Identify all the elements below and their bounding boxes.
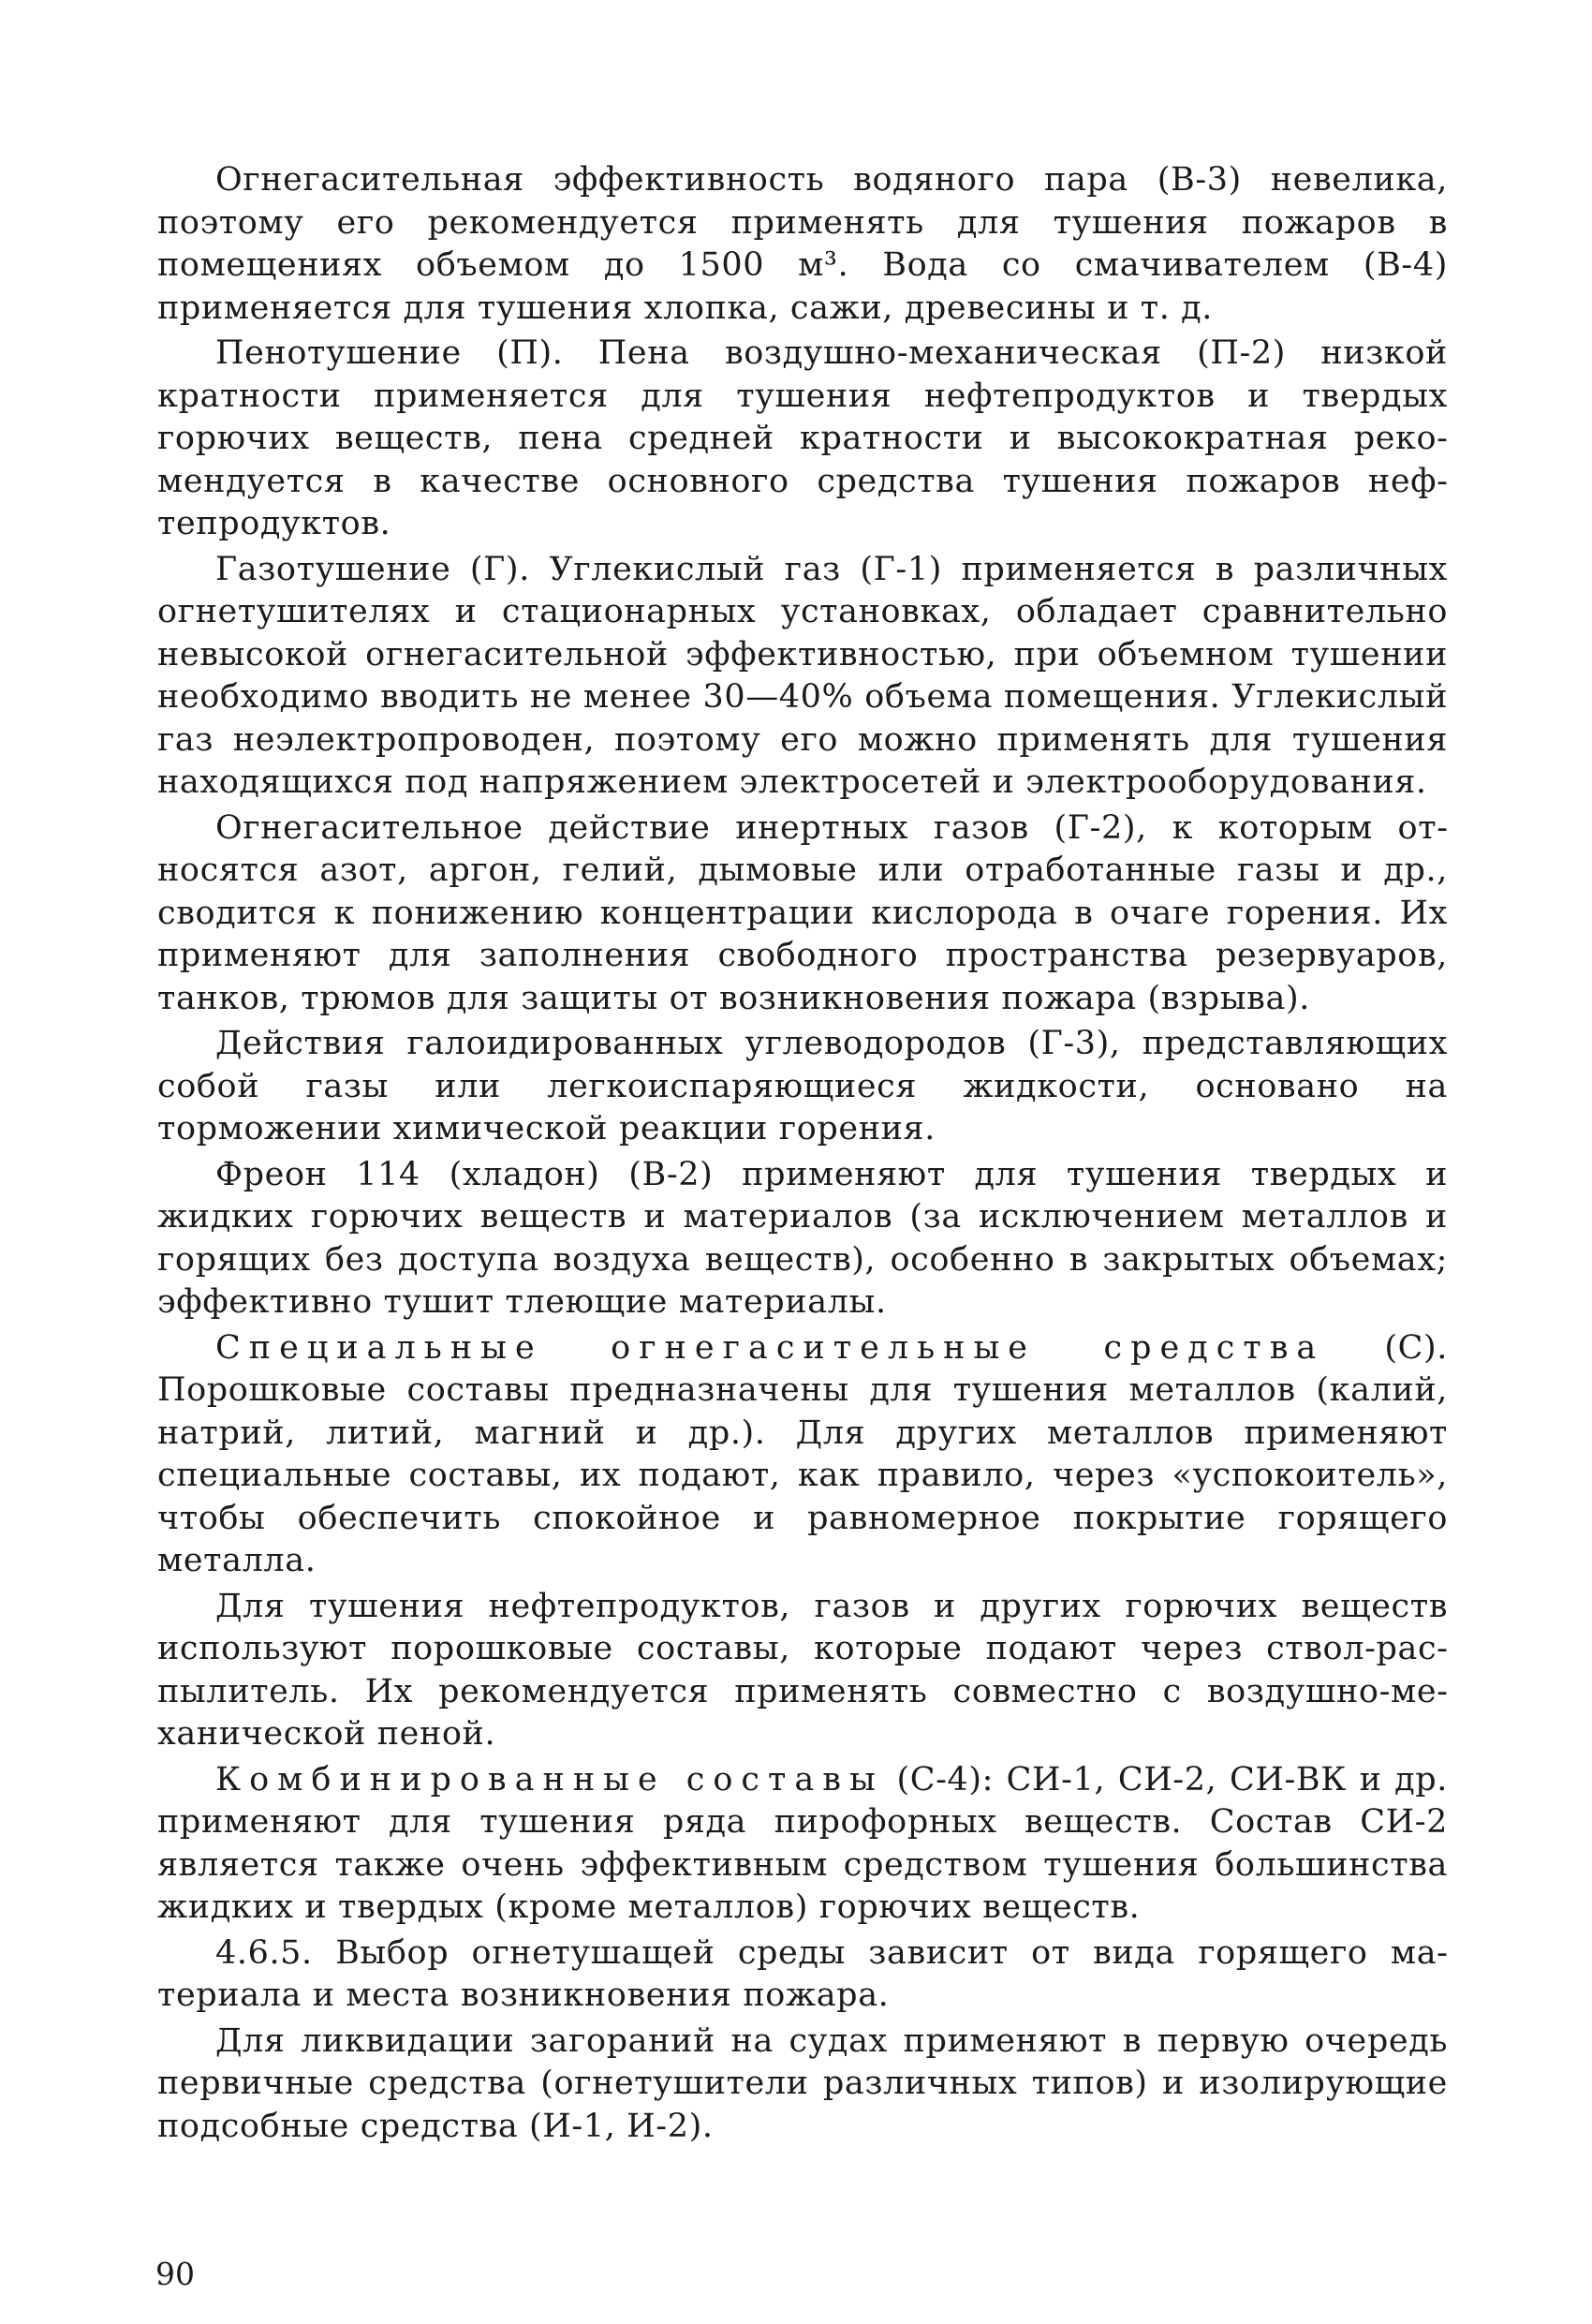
paragraph-text: Фреон 114 (хладон) (В-2) применяют для тушения твердых и жидких горючих веществ и материалов (за исключением металлов и горящих без доступа воздуха веществ), особенно в закрытых объемах; эффективно тушит тлеющие материалы. [157, 1155, 1448, 1321]
paragraph-halogenated [157, 1023, 1448, 1151]
paragraph-freon [157, 1154, 1448, 1325]
paragraph-text: (С). Порошковые составы предназначены для тушения металлов (калий, натрий, литий, магний и др.). Для других металлов применяют специальные составы, их подают, как правило, через «успокоитель», чтобы обеспечить спокойное и равномерное покрытие горящего металла. [157, 1328, 1448, 1579]
paragraph-special-agents [157, 1327, 1448, 1583]
paragraph-text: Огнегасительная эффективность водяного пара (В-3) невелика, поэтому его рекомендуется применять для тушения пожаров в помещениях объемом до 1500 м³. Вода со смачивателем (В-4) применяется для тушения хлопка, сажи, древесины и т. д. [157, 161, 1448, 327]
paragraph-combined [157, 1759, 1448, 1930]
paragraph-powder [157, 1586, 1448, 1756]
paragraph-inert-gases [157, 807, 1448, 1021]
paragraph-text: (С-4): СИ-1, СИ-2, СИ-ВК и др. применяют для тушения ряда пирофорных веществ. Состав СИ-2 является также очень эффективным средством тушения большинства жидких и твердых (кроме металлов) горючих веществ. [157, 1760, 1449, 1926]
paragraph-text: Для ликвидации загораний на судах применяют в первую очередь первичные средства (огнетушители различных типов) и изолирующие подсобные средства (И-1, И-2). [157, 2021, 1448, 2145]
paragraph-steam [157, 159, 1448, 330]
paragraph-text: Для тушения нефтепродуктов, газов и других горючих веществ используют порошковые составы, которые подают через ствол-распылитель. Их рекомендуется применять совместно с воздушно-механической пеной. [157, 1587, 1448, 1753]
paragraph-section-4-6-5 [157, 1932, 1448, 2018]
paragraph-text: Газотушение (Г). Углекислый газ (Г-1) применяется в различных огнетушителях и стационарных установках, обладает сравнительно невысокой огнегасительной эффективностью, при объемном тушении необходимо вводить не менее 30—40% объема помещения. Углекислый газ неэлектропроводен, поэтому его можно применять для тушения находящихся под напряжением электросетей и электрооборудования. [157, 550, 1448, 801]
paragraph-gas [157, 549, 1448, 805]
paragraph-foam [157, 333, 1448, 546]
paragraph-lead: Комбинированные составы [215, 1760, 884, 1799]
page-number: 90 [155, 2256, 195, 2292]
page-body [157, 159, 1448, 2148]
paragraph-lead: Специальные огнегасительные средства [215, 1328, 1325, 1367]
paragraph-text: Действия галоидированных углеводородов (Г-3), представляющих собой газы или легкоиспаряющиеся жидкости, основано на торможении химической реакции горения. [157, 1025, 1448, 1147]
paragraph-text: Пенотушение (П). Пена воздушно-механическая (П-2) низкой кратности применяется для тушения нефтепродуктов и твердых горючих веществ, пена средней кратности и высокократная рекомендуется в качестве основного средства тушения пожаров нефтепродуктов. [157, 334, 1448, 542]
paragraph-ships [157, 2021, 1448, 2149]
paragraph-text: 4.6.5. Выбор огнетушащей среды зависит от вида горящего материала и места возникновения пожара. [157, 1933, 1448, 2014]
paragraph-text: Огнегасительное действие инертных газов (Г-2), к которым относятся азот, аргон, гелий, дымовые или отработанные газы и др., сводится к понижению концентрации кислорода в очаге горения. Их применяют для заполнения свободного пространства резервуаров, танков, трюмов для защиты от возникновения пожара (взрыва). [157, 808, 1448, 1017]
